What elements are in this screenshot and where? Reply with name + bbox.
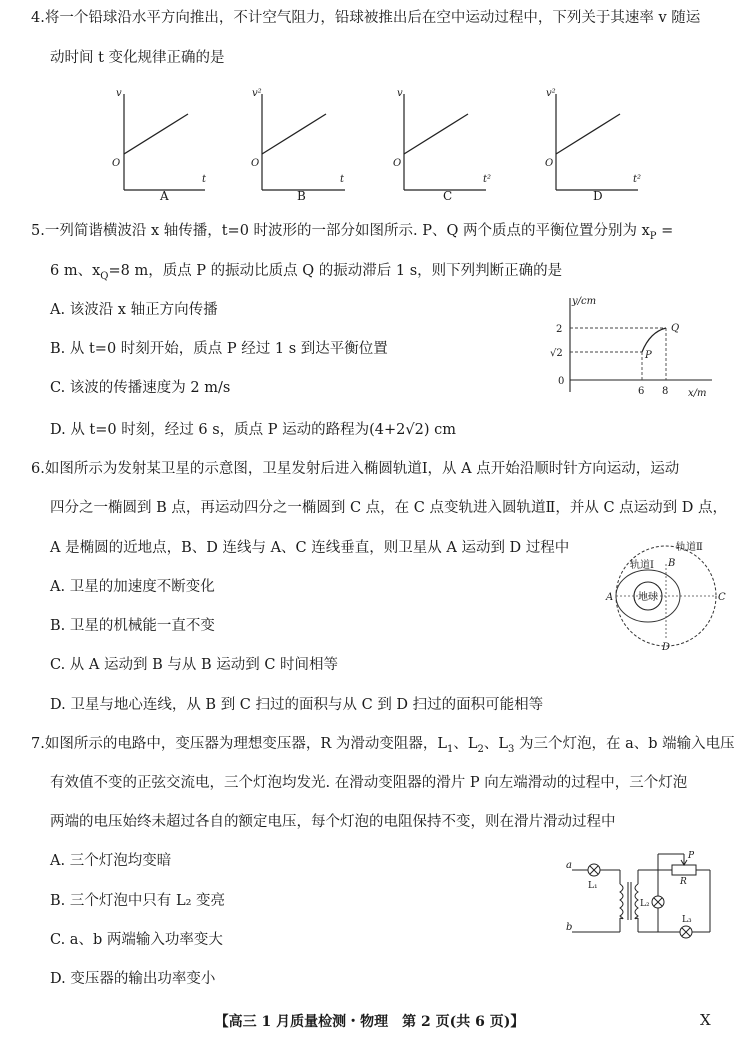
q5-fig-xlabel: x/m — [688, 388, 707, 399]
q6-fig-point-b: B — [668, 558, 676, 569]
q5-fig-ylabel: y/cm — [572, 296, 597, 307]
q4-c-origin: O — [393, 158, 402, 169]
q6-orbit-figure — [600, 536, 730, 656]
q4-a-label: A — [160, 189, 169, 203]
q6-fig-earth: 地球 — [638, 592, 658, 603]
q5-fig-xtick-8: 8 — [662, 386, 669, 397]
q4-b-origin: O — [251, 158, 260, 169]
q7-fig-lamp-l1: L₁ — [588, 881, 598, 891]
q7-stem-line1: 7.如图所示的电路中，变压器为理想变压器，R 为滑动变阻器，$L_1$、$L_2$、$L_3$ 为三个灯泡，在 a、b 端输入电压 — [31, 736, 735, 755]
q4-graph-b — [251, 88, 345, 203]
q5-option-c: C. 该波的传播速度为 2 m/s — [50, 380, 231, 396]
q4-b-label: B — [297, 189, 306, 203]
q6-stem-line3: A 是椭圆的近地点，B、D 连线与 A、C 连线垂直，则卫星从 A 运动到 D 过程中 — [50, 540, 570, 556]
q4-d-label: D — [593, 189, 603, 203]
q4-stem-line2: 动时间 t 变化规律正确的是 — [50, 50, 225, 66]
q5-option-d: D. 从 t=0 时刻，经过 6 s，质点 P 运动的路程为(4+2√2) cm — [50, 422, 456, 438]
q5-fig-xtick-6: 6 — [638, 386, 645, 397]
q6-stem-line2: 四分之一椭圆到 B 点，再运动四分之一椭圆到 C 点，在 C 点变轨进入圆轨道Ⅱ，并从 C 点运动到 D 点， — [50, 500, 728, 516]
q7-stem-line2: 有效值不变的正弦交流电，三个灯泡均发光. 在滑动变阻器的滑片 P 向左端滑动的过程中，三个灯泡 — [50, 775, 688, 791]
q5-stem-line1: 5.一列简谐横波沿 x 轴传播，t=0 时波形的一部分如图所示. P、Q 两个质点的平衡位置分别为 $x_P$ = — [31, 223, 674, 242]
q5-wave-figure — [540, 292, 720, 404]
q5-fig-point-q: Q — [671, 323, 680, 334]
q7-fig-slider: P — [688, 851, 695, 861]
q6-stem-line1: 6.如图所示为发射某卫星的示意图，卫星发射后进入椭圆轨道Ⅰ，从 A 点开始沿顺时针方向运动，运动 — [31, 461, 680, 477]
q4-c-ylabel: v — [397, 88, 403, 99]
q7-fig-terminal-a: a — [566, 860, 572, 871]
corner-mark: X — [700, 1011, 711, 1029]
q6-fig-point-a: A — [606, 592, 614, 603]
q6-option-b: B. 卫星的机械能一直不变 — [50, 618, 215, 634]
q4-d-ylabel: v² — [546, 88, 556, 99]
q6-fig-orbit2: 轨道Ⅱ — [676, 542, 703, 553]
q7-option-b: B. 三个灯泡中只有 L₂ 变亮 — [50, 893, 226, 909]
q7-fig-resistor: R — [680, 877, 687, 887]
q5-fig-ytick-sqrt2: √2 — [550, 348, 563, 359]
q7-option-c: C. a、b 两端输入功率变大 — [50, 932, 223, 948]
q4-graphs — [100, 82, 660, 204]
q7-fig-lamp-l2: L₂ — [640, 899, 650, 909]
q6-option-d: D. 卫星与地心连线，从 B 到 C 扫过的面积与从 C 到 D 扫过的面积可能相等 — [50, 697, 544, 713]
q4-a-ylabel: v — [116, 88, 122, 99]
q7-option-a: A. 三个灯泡均变暗 — [50, 853, 172, 869]
q4-graph-c — [393, 88, 491, 203]
q4-a-origin: O — [112, 158, 121, 169]
q5-fig-ytick-2: 2 — [556, 324, 563, 335]
q7-fig-lamp-l3: L₃ — [682, 915, 692, 925]
q4-a-xlabel: t — [202, 174, 207, 185]
q7-fig-terminal-b: b — [566, 922, 573, 933]
q5-fig-ytick-0: 0 — [558, 376, 565, 387]
q5-fig-point-p: P — [645, 350, 652, 361]
q4-b-ylabel: v² — [252, 88, 262, 99]
q4-d-origin: O — [545, 158, 554, 169]
q5-option-a: A. 该波沿 x 轴正方向传播 — [50, 302, 218, 318]
q7-circuit-figure — [560, 848, 720, 948]
q4-c-xlabel: t² — [483, 174, 492, 185]
q4-b-xlabel: t — [340, 174, 345, 185]
q6-option-c: C. 从 A 运动到 B 与从 B 运动到 C 时间相等 — [50, 657, 339, 673]
q4-d-xlabel: t² — [633, 174, 642, 185]
q5-stem-line2: 6 m、$x_Q=8$ m，质点 P 的振动比质点 Q 的振动滞后 1 s，则下列判断正确的是 — [50, 263, 563, 282]
q6-fig-point-d: D — [662, 642, 671, 653]
page-footer: 【高三 1 月质量检测・物理 第 2 页(共 6 页)】 — [214, 1014, 525, 1030]
q5-option-b: B. 从 t=0 时刻开始，质点 P 经过 1 s 到达平衡位置 — [50, 341, 388, 357]
q4-graph-a — [112, 88, 207, 203]
q4-stem-line1: 4.将一个铅球沿水平方向推出，不计空气阻力，铅球被推出后在空中运动过程中，下列关于其速率 v 随运 — [31, 10, 701, 26]
q4-graph-d — [545, 88, 641, 203]
q7-option-d: D. 变压器的输出功率变小 — [50, 971, 216, 987]
q6-fig-orbit1: 轨道Ⅰ — [630, 560, 654, 571]
q7-stem-line3: 两端的电压始终未超过各自的额定电压，每个灯泡的电阻保持不变，则在滑片滑动过程中 — [50, 814, 616, 830]
q6-fig-point-c: C — [718, 592, 726, 603]
q6-option-a: A. 卫星的加速度不断变化 — [50, 579, 215, 595]
q4-c-label: C — [443, 189, 453, 203]
